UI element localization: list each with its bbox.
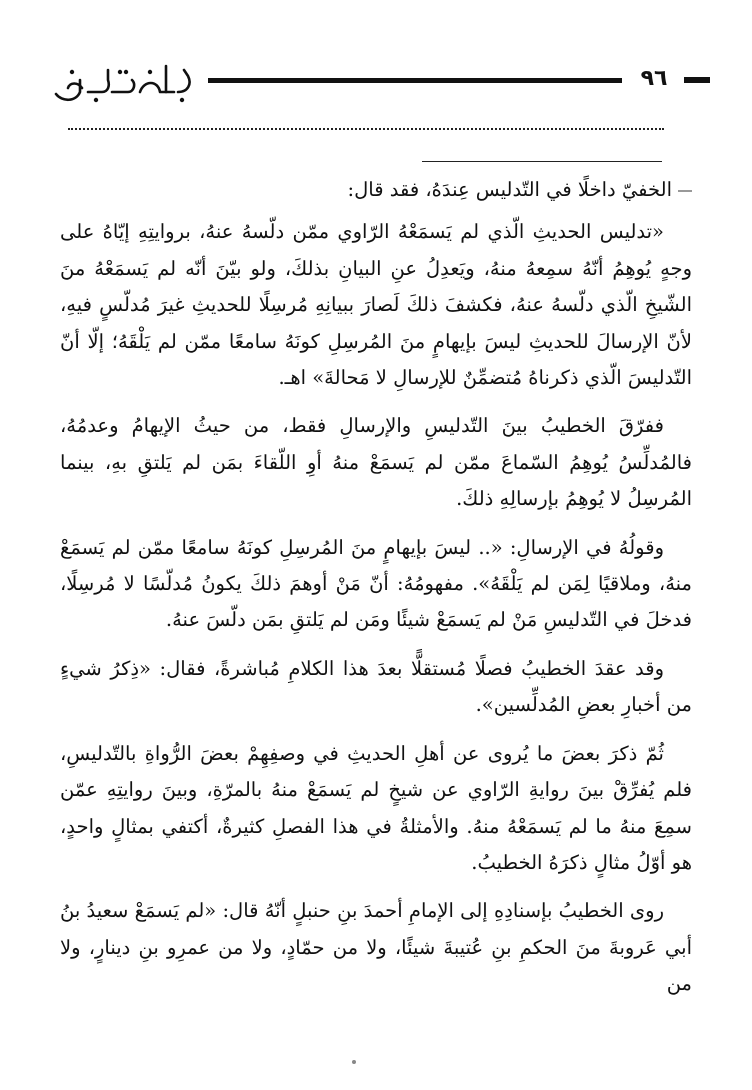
paragraph: وقولُهُ في الإرسالِ: «.. ليسَ بإيهامٍ منَ المُرسِلِ كونَهُ سامعًا ممّن لم يَسمَعْ منهُ، وملاقيًا لِمَن لم يَلْقَهُ». مفهومُهُ: أنّ مَنْ أوهمَ ذلكَ يكونُ مُدلّسًا لا مُرسِلًا، فدخلَ في التّدليسِ مَنْ لم يَسمَعْ شيئًا ومَن لم يَلتقِ بمَن دلّسَ عنهُ. bbox=[60, 535, 692, 632]
page-number-dash bbox=[684, 77, 710, 83]
continuation-rule bbox=[422, 161, 662, 162]
header-rule bbox=[208, 78, 622, 83]
paragraph: وقد عقدَ الخطيبُ فصلًا مُستقلًّا بعدَ هذا الكلامِ مُباشرةً، فقال: «ذِكرُ شيءٍ من أخبارِ بعضِ المُدلِّسين». bbox=[60, 656, 692, 717]
paragraph: «تدليس الحديثِ الّذي لم يَسمَعْهُ الرّاوي ممّن دلّسهُ عنهُ، بروايتِهِ إيّاهُ على وجهٍ يُوهِمُ أنّهُ سمِعهُ منهُ، ويَعدِلُ عنِ البيانِ بذلكَ، ولو بيّنَ أنّه لم يَسمَعْهُ منَ الشّيخِ الّذي دلّسهُ عنهُ، فكشفَ ذلكَ لَصارَ ببيانِهِ مُرسِلًا للحديثِ غيرَ مُدلّسٍ فيهِ، لأنّ الإرسالَ للحديثِ ليسَ بإيهامٍ منَ المُرسِلِ كونَهُ سامعًا ممّن لم يَلْقَهُ؛ إلّا أنّ التّدليسَ الّذي ذكرناهُ مُتضمِّنٌ للإرسالِ لا مَحالةَ» اهـ. bbox=[60, 220, 692, 390]
svg-text:نزهة النظر: نزهة النظر bbox=[123, 88, 128, 89]
continuation-mark bbox=[678, 190, 692, 192]
main-text bbox=[60, 172, 692, 1015]
dotted-separator bbox=[68, 128, 664, 130]
paragraph bbox=[60, 172, 692, 208]
paragraph: روى الخطيبُ بإسنادِهِ إلى الإمامِ أحمدَ بنِ حنبلٍ أنّهُ قال: «لم يَسمَعْ سعيدُ بنُ أبي عَروبةَ منَ الحكمِ بنِ عُتيبةَ شيئًا، ولا من حمّادٍ، ولا من عمرِو بنِ دينارٍ، ولا من bbox=[60, 899, 692, 996]
book-title-calligraphy bbox=[48, 58, 198, 104]
page-mark-dot bbox=[352, 1060, 356, 1064]
page-number: ٩٦ bbox=[640, 66, 668, 91]
page-header bbox=[48, 58, 710, 108]
paragraph: ففرّقَ الخطيبُ بينَ التّدليسِ والإرسالِ فقط، من حيثُ الإيهامُ وعدمُهُ، فالمُدلِّسُ يُوهِمُ السّماعَ ممّن لم يَسمَعْ منهُ أوِ اللّقاءَ بمَن لم يَلتقِ بهِ، بينما المُرسِلُ لا يُوهِمُ بإرسالِهِ ذلكَ. bbox=[60, 414, 692, 511]
paragraph: ثُمّ ذكرَ بعضَ ما يُروى عن أهلِ الحديثِ في وصفِهِمْ بعضَ الرُّواةِ بالتّدليسِ، فلم يُفرِّقْ بينَ روايةِ الرّاوي عن شيخٍ لم يَسمَعْ منهُ بالمرّةِ، وبينَ روايتِهِ عمّن سمِعَ منهُ ما لم يَسمَعْهُ منهُ. والأمثلةُ في هذا الفصلِ كثيرةٌ، أكتفي بمثالٍ واحدٍ، هو أوّلُ مثالٍ ذكرَهُ الخطيبُ. bbox=[60, 741, 692, 874]
paragraph-text: الخفيّ داخلًا في التّدليس عِندَهُ، فقد قال: bbox=[347, 178, 672, 201]
